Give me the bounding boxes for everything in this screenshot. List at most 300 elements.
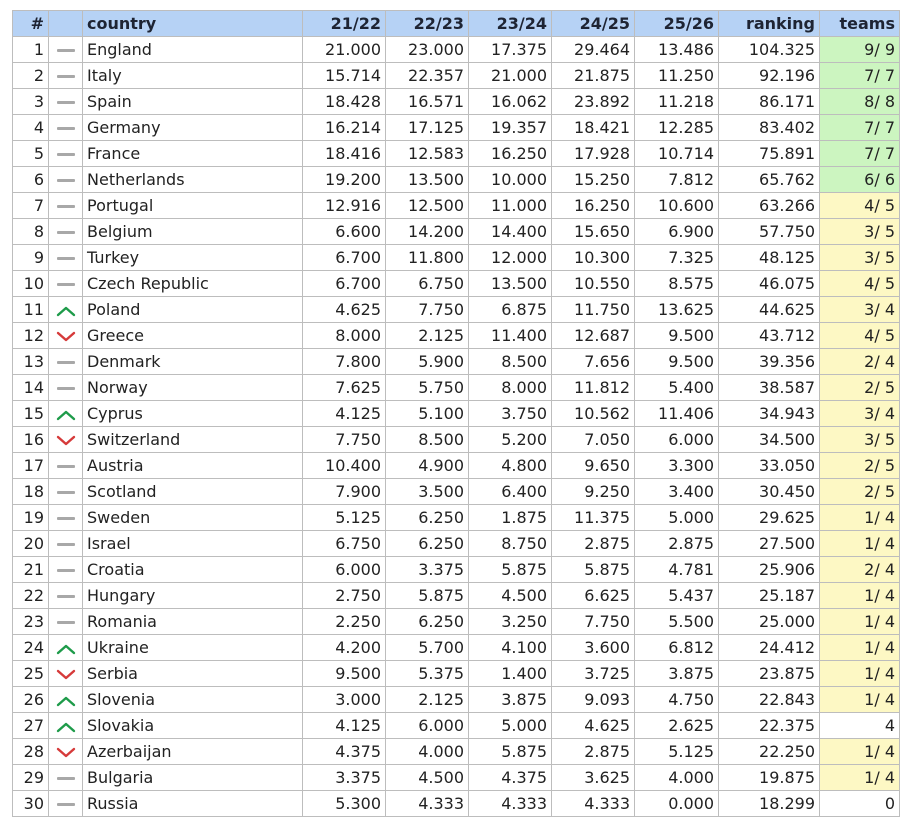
header-season-21-22[interactable]: 21/22 [303,11,386,37]
cell-trend [49,141,83,167]
trend-steady-icon [57,101,75,104]
trend-steady-icon [57,543,75,546]
table-row[interactable] [13,141,900,167]
cell-ranking: 18.299 [719,791,820,817]
cell-season-21-22: 15.714 [303,63,386,89]
cell-position: 21 [13,557,49,583]
cell-country: Turkey [83,245,303,271]
cell-season-23-24: 4.800 [469,453,552,479]
cell-season-23-24: 11.000 [469,193,552,219]
cell-country: Greece [83,323,303,349]
cell-position: 1 [13,37,49,63]
cell-country: Scotland [83,479,303,505]
cell-season-23-24: 4.333 [469,791,552,817]
table-row[interactable] [13,349,900,375]
cell-position: 20 [13,531,49,557]
cell-position: 14 [13,375,49,401]
cell-season-21-22: 7.800 [303,349,386,375]
trend-down-icon [56,435,76,447]
header-season-23-24[interactable]: 23/24 [469,11,552,37]
cell-season-24-25: 7.050 [552,427,635,453]
cell-country: Sweden [83,505,303,531]
cell-trend [49,765,83,791]
cell-trend [49,583,83,609]
cell-season-25-26: 9.500 [635,323,719,349]
table-row[interactable] [13,635,900,661]
cell-season-24-25: 23.892 [552,89,635,115]
cell-trend [49,531,83,557]
cell-ranking: 43.712 [719,323,820,349]
cell-season-22-23: 4.333 [386,791,469,817]
table-row[interactable] [13,375,900,401]
cell-season-24-25: 4.333 [552,791,635,817]
cell-position: 10 [13,271,49,297]
cell-season-22-23: 5.875 [386,583,469,609]
header-trend [49,11,83,37]
cell-position: 25 [13,661,49,687]
cell-season-22-23: 3.500 [386,479,469,505]
cell-season-23-24: 4.375 [469,765,552,791]
cell-trend [49,37,83,63]
cell-country: Poland [83,297,303,323]
cell-season-24-25: 10.300 [552,245,635,271]
cell-season-22-23: 4.500 [386,765,469,791]
cell-season-21-22: 3.000 [303,687,386,713]
cell-season-21-22: 18.416 [303,141,386,167]
cell-season-23-24: 3.875 [469,687,552,713]
cell-season-23-24: 6.400 [469,479,552,505]
cell-season-22-23: 7.750 [386,297,469,323]
cell-season-24-25: 11.750 [552,297,635,323]
cell-ranking: 34.943 [719,401,820,427]
cell-country: Spain [83,89,303,115]
table-row[interactable] [13,739,900,765]
cell-ranking: 19.875 [719,765,820,791]
cell-teams: 2/ 4 [820,349,900,375]
table-row[interactable] [13,713,900,739]
trend-down-icon [56,669,76,681]
cell-trend [49,63,83,89]
cell-position: 16 [13,427,49,453]
cell-position: 24 [13,635,49,661]
cell-season-23-24: 6.875 [469,297,552,323]
cell-ranking: 22.843 [719,687,820,713]
cell-teams: 1/ 4 [820,635,900,661]
cell-ranking: 38.587 [719,375,820,401]
cell-season-25-26: 2.875 [635,531,719,557]
cell-teams: 1/ 4 [820,765,900,791]
cell-season-23-24: 10.000 [469,167,552,193]
cell-position: 12 [13,323,49,349]
cell-season-21-22: 4.125 [303,401,386,427]
cell-position: 6 [13,167,49,193]
cell-season-25-26: 5.437 [635,583,719,609]
table-row[interactable] [13,791,900,817]
trend-steady-icon [57,803,75,806]
cell-ranking: 57.750 [719,219,820,245]
cell-country: Netherlands [83,167,303,193]
trend-steady-icon [57,569,75,572]
cell-country: Cyprus [83,401,303,427]
cell-country: Slovakia [83,713,303,739]
cell-season-21-22: 18.428 [303,89,386,115]
table-row[interactable] [13,453,900,479]
cell-season-21-22: 6.600 [303,219,386,245]
cell-ranking: 25.906 [719,557,820,583]
cell-country: Germany [83,115,303,141]
cell-position: 28 [13,739,49,765]
cell-country: Slovenia [83,687,303,713]
cell-teams: 4/ 5 [820,193,900,219]
cell-ranking: 29.625 [719,505,820,531]
cell-season-24-25: 15.650 [552,219,635,245]
header-season-24-25[interactable]: 24/25 [552,11,635,37]
cell-trend [49,115,83,141]
cell-season-23-24: 5.200 [469,427,552,453]
cell-country: Austria [83,453,303,479]
cell-position: 30 [13,791,49,817]
cell-season-23-24: 5.875 [469,557,552,583]
cell-ranking: 23.875 [719,661,820,687]
cell-position: 19 [13,505,49,531]
table-body [13,37,900,817]
cell-country: Azerbaijan [83,739,303,765]
trend-down-icon [56,331,76,343]
cell-season-25-26: 8.575 [635,271,719,297]
trend-steady-icon [57,231,75,234]
cell-season-24-25: 5.875 [552,557,635,583]
cell-position: 26 [13,687,49,713]
cell-teams: 7/ 7 [820,115,900,141]
cell-season-25-26: 5.000 [635,505,719,531]
cell-country: Portugal [83,193,303,219]
cell-position: 7 [13,193,49,219]
cell-position: 27 [13,713,49,739]
cell-ranking: 25.187 [719,583,820,609]
cell-season-22-23: 13.500 [386,167,469,193]
cell-season-23-24: 19.357 [469,115,552,141]
cell-trend [49,375,83,401]
table-row[interactable] [13,479,900,505]
cell-season-24-25: 10.550 [552,271,635,297]
cell-teams: 3/ 5 [820,427,900,453]
cell-season-21-22: 6.700 [303,271,386,297]
table-row[interactable] [13,557,900,583]
cell-season-23-24: 13.500 [469,271,552,297]
table-row[interactable] [13,765,900,791]
table-row[interactable] [13,583,900,609]
cell-trend [49,453,83,479]
cell-season-21-22: 19.200 [303,167,386,193]
trend-up-icon [56,409,76,421]
table-row[interactable] [13,193,900,219]
table-row[interactable] [13,297,900,323]
table-row[interactable] [13,531,900,557]
cell-season-22-23: 6.000 [386,713,469,739]
table-row[interactable] [13,219,900,245]
cell-ranking: 75.891 [719,141,820,167]
table-row[interactable] [13,89,900,115]
cell-season-23-24: 5.000 [469,713,552,739]
cell-season-25-26: 13.486 [635,37,719,63]
trend-steady-icon [57,361,75,364]
header-ranking[interactable]: ranking [719,11,820,37]
cell-season-21-22: 3.375 [303,765,386,791]
table-row[interactable] [13,427,900,453]
cell-teams: 0 [820,791,900,817]
cell-teams: 3/ 4 [820,401,900,427]
cell-teams: 1/ 4 [820,531,900,557]
table-row[interactable] [13,115,900,141]
cell-season-23-24: 4.500 [469,583,552,609]
cell-ranking: 30.450 [719,479,820,505]
trend-steady-icon [57,257,75,260]
cell-country: Croatia [83,557,303,583]
table-row[interactable] [13,687,900,713]
cell-season-22-23: 5.375 [386,661,469,687]
trend-steady-icon [57,621,75,624]
cell-season-21-22: 2.250 [303,609,386,635]
cell-position: 2 [13,63,49,89]
cell-season-22-23: 6.250 [386,531,469,557]
cell-season-24-25: 2.875 [552,739,635,765]
cell-season-21-22: 9.500 [303,661,386,687]
table-row[interactable] [13,271,900,297]
cell-position: 8 [13,219,49,245]
trend-steady-icon [57,153,75,156]
cell-season-25-26: 6.900 [635,219,719,245]
table-row[interactable] [13,323,900,349]
cell-teams: 1/ 4 [820,583,900,609]
cell-trend [49,167,83,193]
cell-ranking: 39.356 [719,349,820,375]
cell-season-24-25: 7.750 [552,609,635,635]
cell-teams: 2/ 5 [820,375,900,401]
cell-ranking: 22.375 [719,713,820,739]
trend-steady-icon [57,595,75,598]
cell-season-25-26: 6.812 [635,635,719,661]
cell-season-22-23: 3.375 [386,557,469,583]
trend-down-icon [56,747,76,759]
trend-steady-icon [57,49,75,52]
cell-season-23-24: 3.250 [469,609,552,635]
cell-season-22-23: 6.250 [386,505,469,531]
cell-season-21-22: 6.000 [303,557,386,583]
cell-season-21-22: 2.750 [303,583,386,609]
table-row[interactable] [13,505,900,531]
cell-season-22-23: 8.500 [386,427,469,453]
cell-season-23-24: 4.100 [469,635,552,661]
header-teams[interactable]: teams [820,11,900,37]
cell-country: Norway [83,375,303,401]
cell-season-24-25: 3.625 [552,765,635,791]
table-row[interactable] [13,167,900,193]
cell-season-23-24: 16.250 [469,141,552,167]
cell-teams: 8/ 8 [820,89,900,115]
cell-season-25-26: 13.625 [635,297,719,323]
cell-season-24-25: 7.656 [552,349,635,375]
cell-season-21-22: 4.125 [303,713,386,739]
cell-season-22-23: 2.125 [386,687,469,713]
table-row[interactable] [13,609,900,635]
table-row[interactable] [13,37,900,63]
cell-trend [49,739,83,765]
trend-up-icon [56,721,76,733]
cell-season-25-26: 3.300 [635,453,719,479]
cell-country: Bulgaria [83,765,303,791]
cell-season-23-24: 8.750 [469,531,552,557]
cell-season-21-22: 5.125 [303,505,386,531]
cell-teams: 1/ 4 [820,609,900,635]
cell-season-24-25: 4.625 [552,713,635,739]
cell-season-22-23: 5.100 [386,401,469,427]
trend-steady-icon [57,491,75,494]
cell-season-23-24: 8.500 [469,349,552,375]
cell-season-22-23: 5.700 [386,635,469,661]
cell-season-22-23: 6.750 [386,271,469,297]
country-ranking-table [12,10,900,817]
cell-season-22-23: 5.900 [386,349,469,375]
cell-position: 17 [13,453,49,479]
cell-season-24-25: 29.464 [552,37,635,63]
cell-trend [49,219,83,245]
header-country[interactable]: country [83,11,303,37]
cell-season-21-22: 8.000 [303,323,386,349]
cell-position: 3 [13,89,49,115]
cell-season-25-26: 3.875 [635,661,719,687]
cell-season-21-22: 12.916 [303,193,386,219]
cell-season-25-26: 4.750 [635,687,719,713]
cell-teams: 7/ 7 [820,63,900,89]
cell-season-22-23: 4.000 [386,739,469,765]
cell-trend [49,791,83,817]
cell-trend [49,297,83,323]
cell-position: 4 [13,115,49,141]
cell-teams: 3/ 5 [820,245,900,271]
cell-season-21-22: 4.625 [303,297,386,323]
cell-teams: 2/ 4 [820,557,900,583]
cell-season-25-26: 4.781 [635,557,719,583]
cell-teams: 1/ 4 [820,505,900,531]
cell-season-23-24: 1.400 [469,661,552,687]
cell-season-24-25: 9.250 [552,479,635,505]
cell-trend [49,479,83,505]
cell-season-25-26: 5.125 [635,739,719,765]
cell-country: Switzerland [83,427,303,453]
cell-ranking: 46.075 [719,271,820,297]
cell-trend [49,661,83,687]
cell-season-25-26: 3.400 [635,479,719,505]
cell-trend [49,193,83,219]
table-row[interactable] [13,63,900,89]
cell-season-21-22: 7.625 [303,375,386,401]
cell-season-25-26: 5.500 [635,609,719,635]
trend-steady-icon [57,777,75,780]
cell-season-25-26: 10.600 [635,193,719,219]
trend-steady-icon [57,205,75,208]
cell-season-21-22: 21.000 [303,37,386,63]
cell-season-25-26: 9.500 [635,349,719,375]
cell-season-22-23: 5.750 [386,375,469,401]
cell-season-23-24: 14.400 [469,219,552,245]
cell-ranking: 83.402 [719,115,820,141]
header-position[interactable]: # [13,11,49,37]
header-season-22-23[interactable]: 22/23 [386,11,469,37]
cell-position: 13 [13,349,49,375]
cell-trend [49,505,83,531]
cell-country: Romania [83,609,303,635]
cell-season-22-23: 12.583 [386,141,469,167]
table-row[interactable] [13,245,900,271]
cell-season-22-23: 22.357 [386,63,469,89]
cell-season-25-26: 4.000 [635,765,719,791]
cell-teams: 4/ 5 [820,323,900,349]
cell-ranking: 33.050 [719,453,820,479]
cell-season-21-22: 16.214 [303,115,386,141]
cell-teams: 1/ 4 [820,661,900,687]
cell-season-21-22: 10.400 [303,453,386,479]
cell-season-25-26: 11.218 [635,89,719,115]
cell-country: Czech Republic [83,271,303,297]
cell-teams: 2/ 5 [820,453,900,479]
cell-country: Russia [83,791,303,817]
cell-season-24-25: 17.928 [552,141,635,167]
cell-ranking: 25.000 [719,609,820,635]
cell-season-24-25: 11.812 [552,375,635,401]
cell-season-23-24: 21.000 [469,63,552,89]
cell-trend [49,323,83,349]
cell-season-23-24: 17.375 [469,37,552,63]
trend-steady-icon [57,75,75,78]
cell-country: Israel [83,531,303,557]
cell-season-21-22: 5.300 [303,791,386,817]
cell-season-21-22: 7.900 [303,479,386,505]
cell-trend [49,271,83,297]
cell-season-25-26: 2.625 [635,713,719,739]
cell-season-25-26: 11.406 [635,401,719,427]
cell-season-24-25: 3.725 [552,661,635,687]
cell-season-22-23: 6.250 [386,609,469,635]
cell-ranking: 104.325 [719,37,820,63]
cell-trend [49,635,83,661]
cell-season-23-24: 8.000 [469,375,552,401]
cell-season-25-26: 12.285 [635,115,719,141]
table-row[interactable] [13,401,900,427]
cell-season-22-23: 16.571 [386,89,469,115]
table-row[interactable] [13,661,900,687]
cell-position: 23 [13,609,49,635]
cell-season-25-26: 6.000 [635,427,719,453]
trend-steady-icon [57,127,75,130]
trend-up-icon [56,305,76,317]
cell-season-21-22: 6.750 [303,531,386,557]
cell-country: France [83,141,303,167]
cell-country: England [83,37,303,63]
trend-steady-icon [57,179,75,182]
cell-season-24-25: 6.625 [552,583,635,609]
cell-season-24-25: 11.375 [552,505,635,531]
cell-trend [49,427,83,453]
cell-season-23-24: 1.875 [469,505,552,531]
cell-season-25-26: 11.250 [635,63,719,89]
cell-season-24-25: 9.650 [552,453,635,479]
header-season-25-26[interactable]: 25/26 [635,11,719,37]
cell-season-22-23: 2.125 [386,323,469,349]
cell-season-24-25: 2.875 [552,531,635,557]
cell-country: Belgium [83,219,303,245]
trend-up-icon [56,643,76,655]
cell-position: 9 [13,245,49,271]
